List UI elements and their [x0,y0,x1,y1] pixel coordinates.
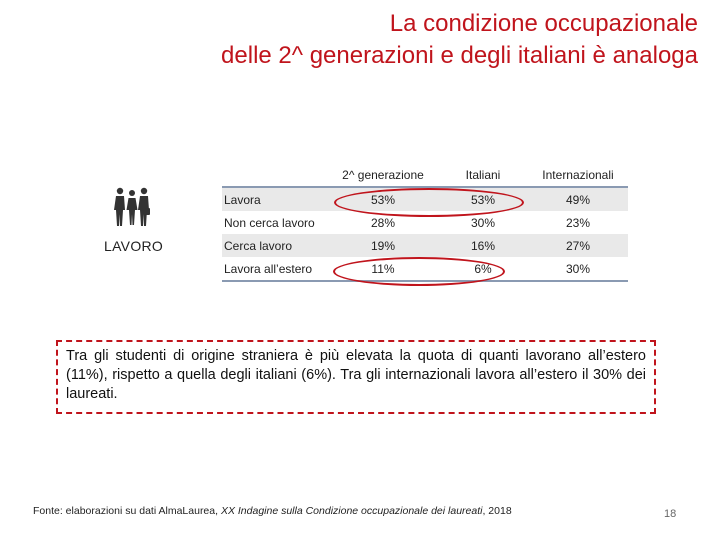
highlight-ellipse-estero [333,257,505,286]
cell-value: 53% [438,187,528,211]
header-international: Internazionali [528,163,628,187]
section-label: LAVORO [104,238,164,254]
slide-title [58,8,698,72]
highlight-ellipse-lavora [334,188,524,217]
cell-value: 19% [328,234,438,257]
footer-suffix: , 2018 [482,505,512,517]
row-label: Lavora [222,187,328,211]
header-italians: Italiani [438,163,528,187]
slide-title-line1: La condizione occupazionale [389,10,698,37]
table-row [222,234,628,257]
row-label: Lavora all’estero [222,257,328,281]
cell-value: 27% [528,234,628,257]
slide-title-line2: delle 2^ generazioni e degli italiani è analoga [221,42,698,69]
people-icon [112,186,152,230]
cell-value: 30% [528,257,628,281]
cell-value: 28% [370,215,396,230]
note-box: Tra gli studenti di origine straniera è più elevata la quota di quanti lavorano all’estero (11%), rispetto a quella degli italiani (6%). Tra gli internazionali lavora all’estero il 30% dei laureati. [56,340,656,414]
row-label: Non cerca lavoro [224,215,315,230]
cell-value: 11% [328,257,438,281]
header-empty [222,163,328,187]
page-number: 18 [664,508,677,520]
footer-prefix: Fonte: elaborazioni su dati AlmaLaurea, [33,505,221,517]
footer-survey-title: XX Indagine sulla Condizione occupazionale dei laureati [220,505,483,517]
cell-value: 53% [328,187,438,211]
cell-value: 30% [470,215,496,230]
cell-value: 23% [565,215,591,230]
source-footer [33,505,512,517]
row-label: Cerca lavoro [222,234,328,257]
cell-value: 6% [438,257,528,281]
header-2nd-generation: 2^ generazione [328,163,438,187]
table-header-row [222,163,628,187]
cell-value: 49% [528,187,628,211]
cell-value: 16% [438,234,528,257]
